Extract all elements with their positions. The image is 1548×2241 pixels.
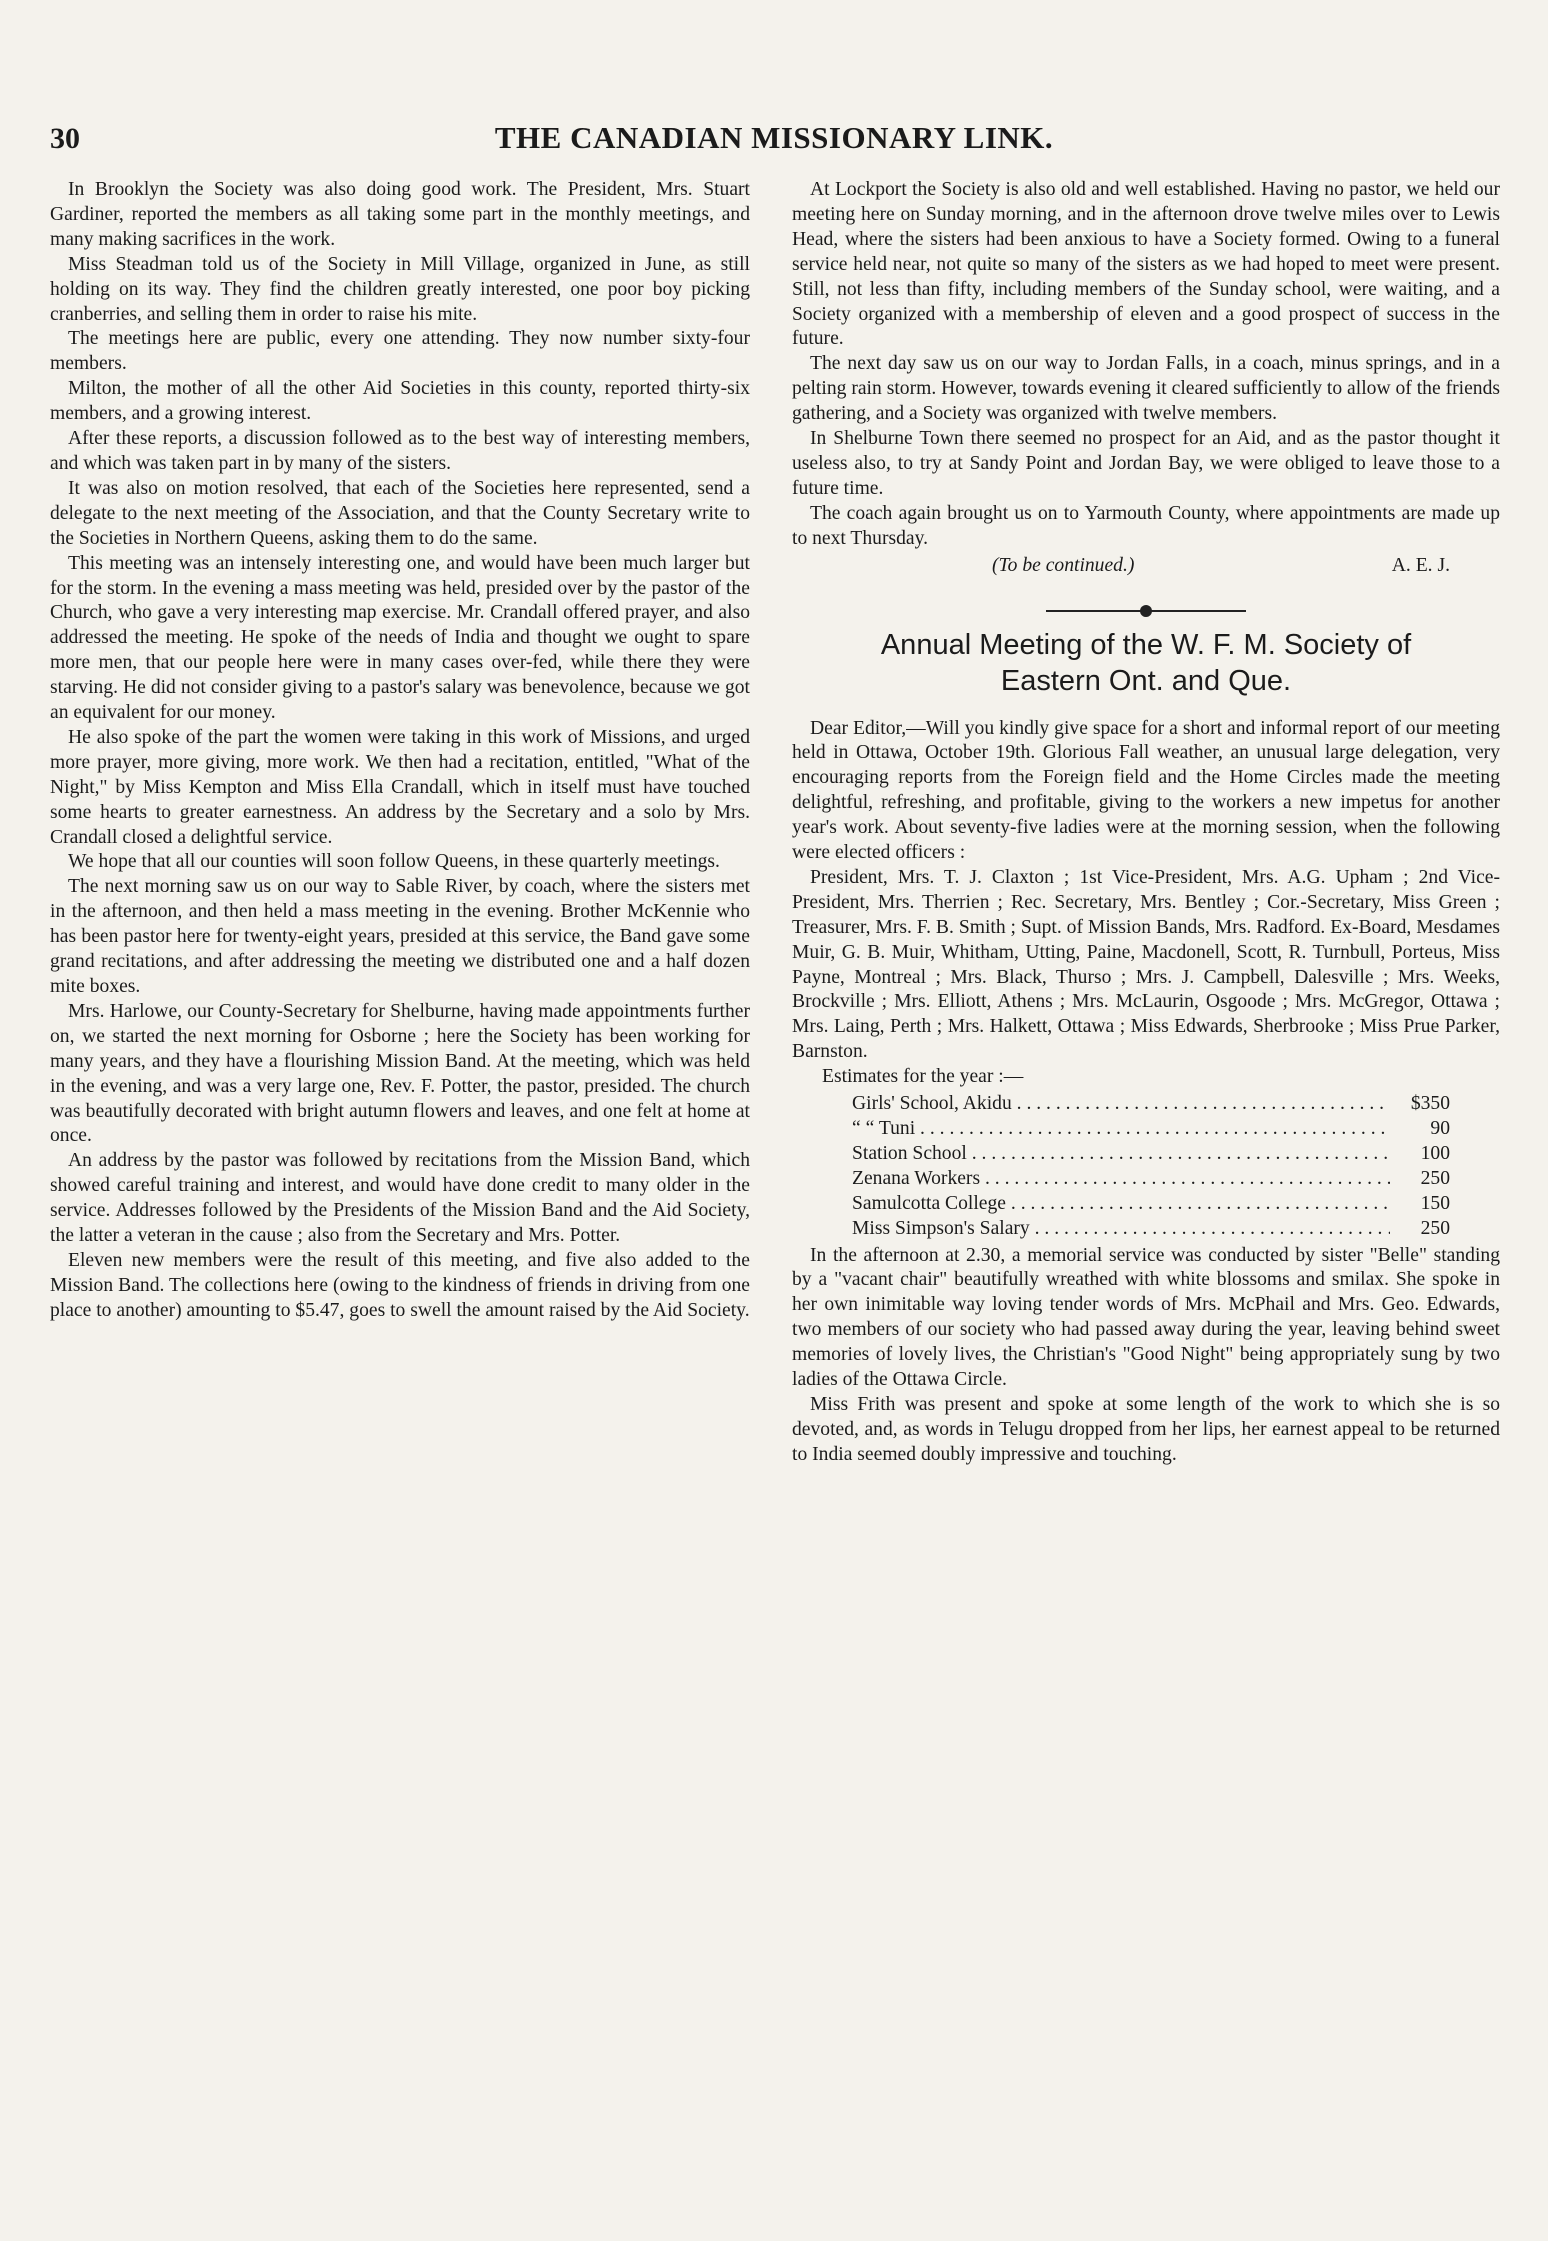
estimates-list xyxy=(792,1092,1500,1241)
estimates-heading: Estimates for the year :— xyxy=(822,1066,1024,1088)
paragraph: In Shelburne Town there seemed no prospect for an Aid, and as the pastor thought it useless also, to try at Sandy Point and Jordan Bay, we were obliged to leave those to a future time. xyxy=(792,428,1500,499)
section-divider-ornament xyxy=(1046,601,1246,621)
estimate-row xyxy=(792,1217,1500,1242)
paragraph: In Brooklyn the Society was also doing good work. The President, Mrs. Stuart Gardiner, reported the members as all taking some part in the monthly meetings, and many making sacrifices in the work. xyxy=(50,179,750,250)
estimate-amount: 250 xyxy=(1420,1217,1450,1239)
paragraph: We hope that all our counties will soon follow Queens, in these quarterly meetings. xyxy=(68,851,720,873)
paragraph: The meetings here are public, every one attending. They now number sixty-four members. xyxy=(50,328,750,375)
running-title: THE CANADIAN MISSIONARY LINK. xyxy=(494,120,1054,155)
page-number: 30 xyxy=(50,122,80,155)
signoff xyxy=(792,552,1500,579)
estimate-amount: 150 xyxy=(1420,1192,1450,1214)
paragraph: The next day saw us on our way to Jordan Falls, in a coach, minus springs, and in a pelting rain storm. However, towards evening it cleared sufficiently to allow of the friends gathering, and a Society was organized with twelve members. xyxy=(792,353,1500,425)
paragraph: An address by the pastor was followed by recitations from the Mission Band, which showed careful training and interest, and would have done credit to many older in the service. Addresses followed by the Presidents of the Mission Band and the Aid Society, the latter a veteran in the cause ; also from the Secretary and Mrs. Potter. xyxy=(50,1150,750,1247)
paragraph: The next morning saw us on our way to Sable River, by coach, where the sisters met in the afternoon, and then held a mass meeting in the evening. Brother McKennie who has been pastor here for twenty-eight years, presided at this service, the Band gave some grand recitations, and after addressing the meeting we distributed one and a half dozen mite boxes. xyxy=(50,876,750,997)
estimate-item: Zenana Workers . . . xyxy=(852,1167,1390,1192)
paragraph: He also spoke of the part the women were taking in this work of Missions, and urged more prayer, more giving, more work. We then had a recitation, entitled, "What of the Night," by Miss Kempton and Miss Ella Crandall, which in itself must have touched some hearts to greater earnestness. An address by the Secretary and a solo by Mrs. Crandall closed a delightful service. xyxy=(50,726,750,848)
paragraph: Milton, the mother of all the other Aid Societies in this county, reported thirty-six members, and a growing interest. xyxy=(50,378,750,425)
estimate-row xyxy=(792,1092,1500,1117)
estimate-amount: $350 xyxy=(1410,1093,1450,1115)
article-title xyxy=(792,627,1500,699)
estimate-item: Station School . . . xyxy=(852,1142,1390,1167)
estimate-amount: 90 xyxy=(1430,1118,1450,1139)
paragraph: Eleven new members were the result of this meeting, and five also added to the Mission Band. The collections here (owing to the kindness of friends in driving from one place to another) amounting to $5.47, goes to swell the amount raised by the Aid Society. xyxy=(50,1249,750,1321)
paragraph: Mrs. Harlowe, our County-Secretary for Shelburne, having made appointments further on, we started the next morning for Osborne ; here the Society has been working for many years, and they have a flourishing Mission Band. At the meeting, which was held in the evening, and was a very large one, Rev. F. Potter, the pastor, presided. The church was beautifully decorated with bright autumn flowers and leaves, and one felt at home at once. xyxy=(50,1000,750,1147)
continued-note: (To be continued.) xyxy=(992,554,1135,576)
right-column xyxy=(792,178,1500,1468)
paragraph: It was also on motion resolved, that each of the Societies here represented, send a delegate to the next meeting of the Association, and that the County Secretary write to the Societies in Northern Queens, asking them to do the same. xyxy=(50,477,750,549)
page-header xyxy=(40,118,1508,158)
estimate-amount: 250 xyxy=(1420,1167,1450,1189)
estimate-amount: 100 xyxy=(1420,1142,1450,1164)
paragraph: This meeting was an intensely interesting one, and would have been much larger but for the storm. In the evening a mass meeting was held, presided over by the pastor of the Church, who gave a very interesting map exercise. Mr. Crandall offered prayer, and also addressed the meeting. He spoke of the needs of India and thought we ought to spare more men, that our people here were in many cases over-fed, while there they were starving. He did not consider giving to a pastor's salary was benevolence, because we got an equivalent for our money. xyxy=(50,552,750,724)
estimate-row xyxy=(792,1117,1500,1142)
estimate-item: Miss Simpson's Salary . . . xyxy=(852,1217,1390,1242)
paragraph: The coach again brought us on to Yarmouth County, where appointments are made up to next Thursday. xyxy=(792,502,1500,549)
paragraph: At Lockport the Society is also old and well established. Having no pastor, we held our meeting here on Sunday morning, and in the afternoon drove twelve miles over to Lewis Head, where the sisters had been anxious to have a Society formed. Owing to a funeral service held near, not quite so many of the sisters as we had hoped to meet were present. Still, not less than fifty, including members of the Sunday school, were waiting, and a Society organized with a membership of eleven and a good prospect of success in the future. xyxy=(792,179,1500,350)
author-initials: A. E. J. xyxy=(1391,554,1450,576)
estimate-item: Girls' School, Akidu . . . xyxy=(852,1092,1390,1117)
article-title-line: Annual Meeting of the W. F. M. Society of xyxy=(880,628,1412,661)
officers-list: President, Mrs. T. J. Claxton ; 1st Vice-President, Mrs. A.G. Upham ; 2nd Vice-President, Mrs. Therrien ; Rec. Secretary, Mrs. Bentley ; Cor.-Secretary, Miss Green ; Treasurer, Mrs. F. B. Smith ; Supt. of Mission Bands, Mrs. Radford. Ex-Board, Mesdames Muir, G. B. Muir, Whitham, Utting, Paine, Macdonell, Scott, R. Turnbull, Porteus, Miss Payne, Montreal ; Mrs. Black, Thurso ; Mrs. J. Campbell, Dalesville ; Mrs. Weeks, Brockville ; Mrs. Elliott, Athens ; Mrs. McLaurin, Osgoode ; Mrs. McGregor, Ottawa ; Mrs. Laing, Perth ; Mrs. Halkett, Ottawa ; Miss Edwards, Sherbrooke ; Miss Prue Parker, Barnston. xyxy=(792,866,1500,1063)
paragraph: Miss Frith was present and spoke at some length of the work to which she is so devoted, and, as words in Telugu dropped from her lips, her earnest appeal to be returned to India seemed doubly impressive and touching. xyxy=(792,1393,1500,1465)
estimate-item: “ “ Tuni . . . xyxy=(852,1117,1390,1142)
article-title-line: Eastern Ont. and Que. xyxy=(1000,664,1292,697)
paragraph: In the afternoon at 2.30, a memorial service was conducted by sister "Belle" standing by a "vacant chair" beautifully wreathed with white blossoms and smilax. She spoke in her own inimitable way loving tender words of Mrs. McPhail and Mrs. Geo. Edwards, two members of our society who had passed away during the year, leaving behind sweet memories of lovely lives, the Christian's "Good Night" being appropriately sung by two ladies of the Ottawa Circle. xyxy=(792,1244,1500,1391)
estimate-row xyxy=(792,1192,1500,1217)
estimate-row xyxy=(792,1167,1500,1192)
paragraph: Miss Steadman told us of the Society in Mill Village, organized in June, as still holding on its way. They find the children greatly interested, one poor boy picking cranberries, and selling them in order to raise his mite. xyxy=(50,253,750,325)
estimate-item: Samulcotta College . . . xyxy=(852,1192,1390,1217)
left-column xyxy=(50,178,750,1324)
paragraph: After these reports, a discussion followed as to the best way of interesting members, and which was taken part in by many of the sisters. xyxy=(50,428,750,474)
paragraph: Dear Editor,—Will you kindly give space for a short and informal report of our meeting held in Ottawa, October 19th. Glorious Fall weather, an unusual large delegation, very encouraging reports from the Foreign field and the Home Circles made the meeting delightful, refreshing, and profitable, giving to the workers a new impetus for another year's work. About seventy-five ladies were at the morning session, when the following were elected officers : xyxy=(792,717,1500,864)
estimate-row xyxy=(792,1142,1500,1167)
